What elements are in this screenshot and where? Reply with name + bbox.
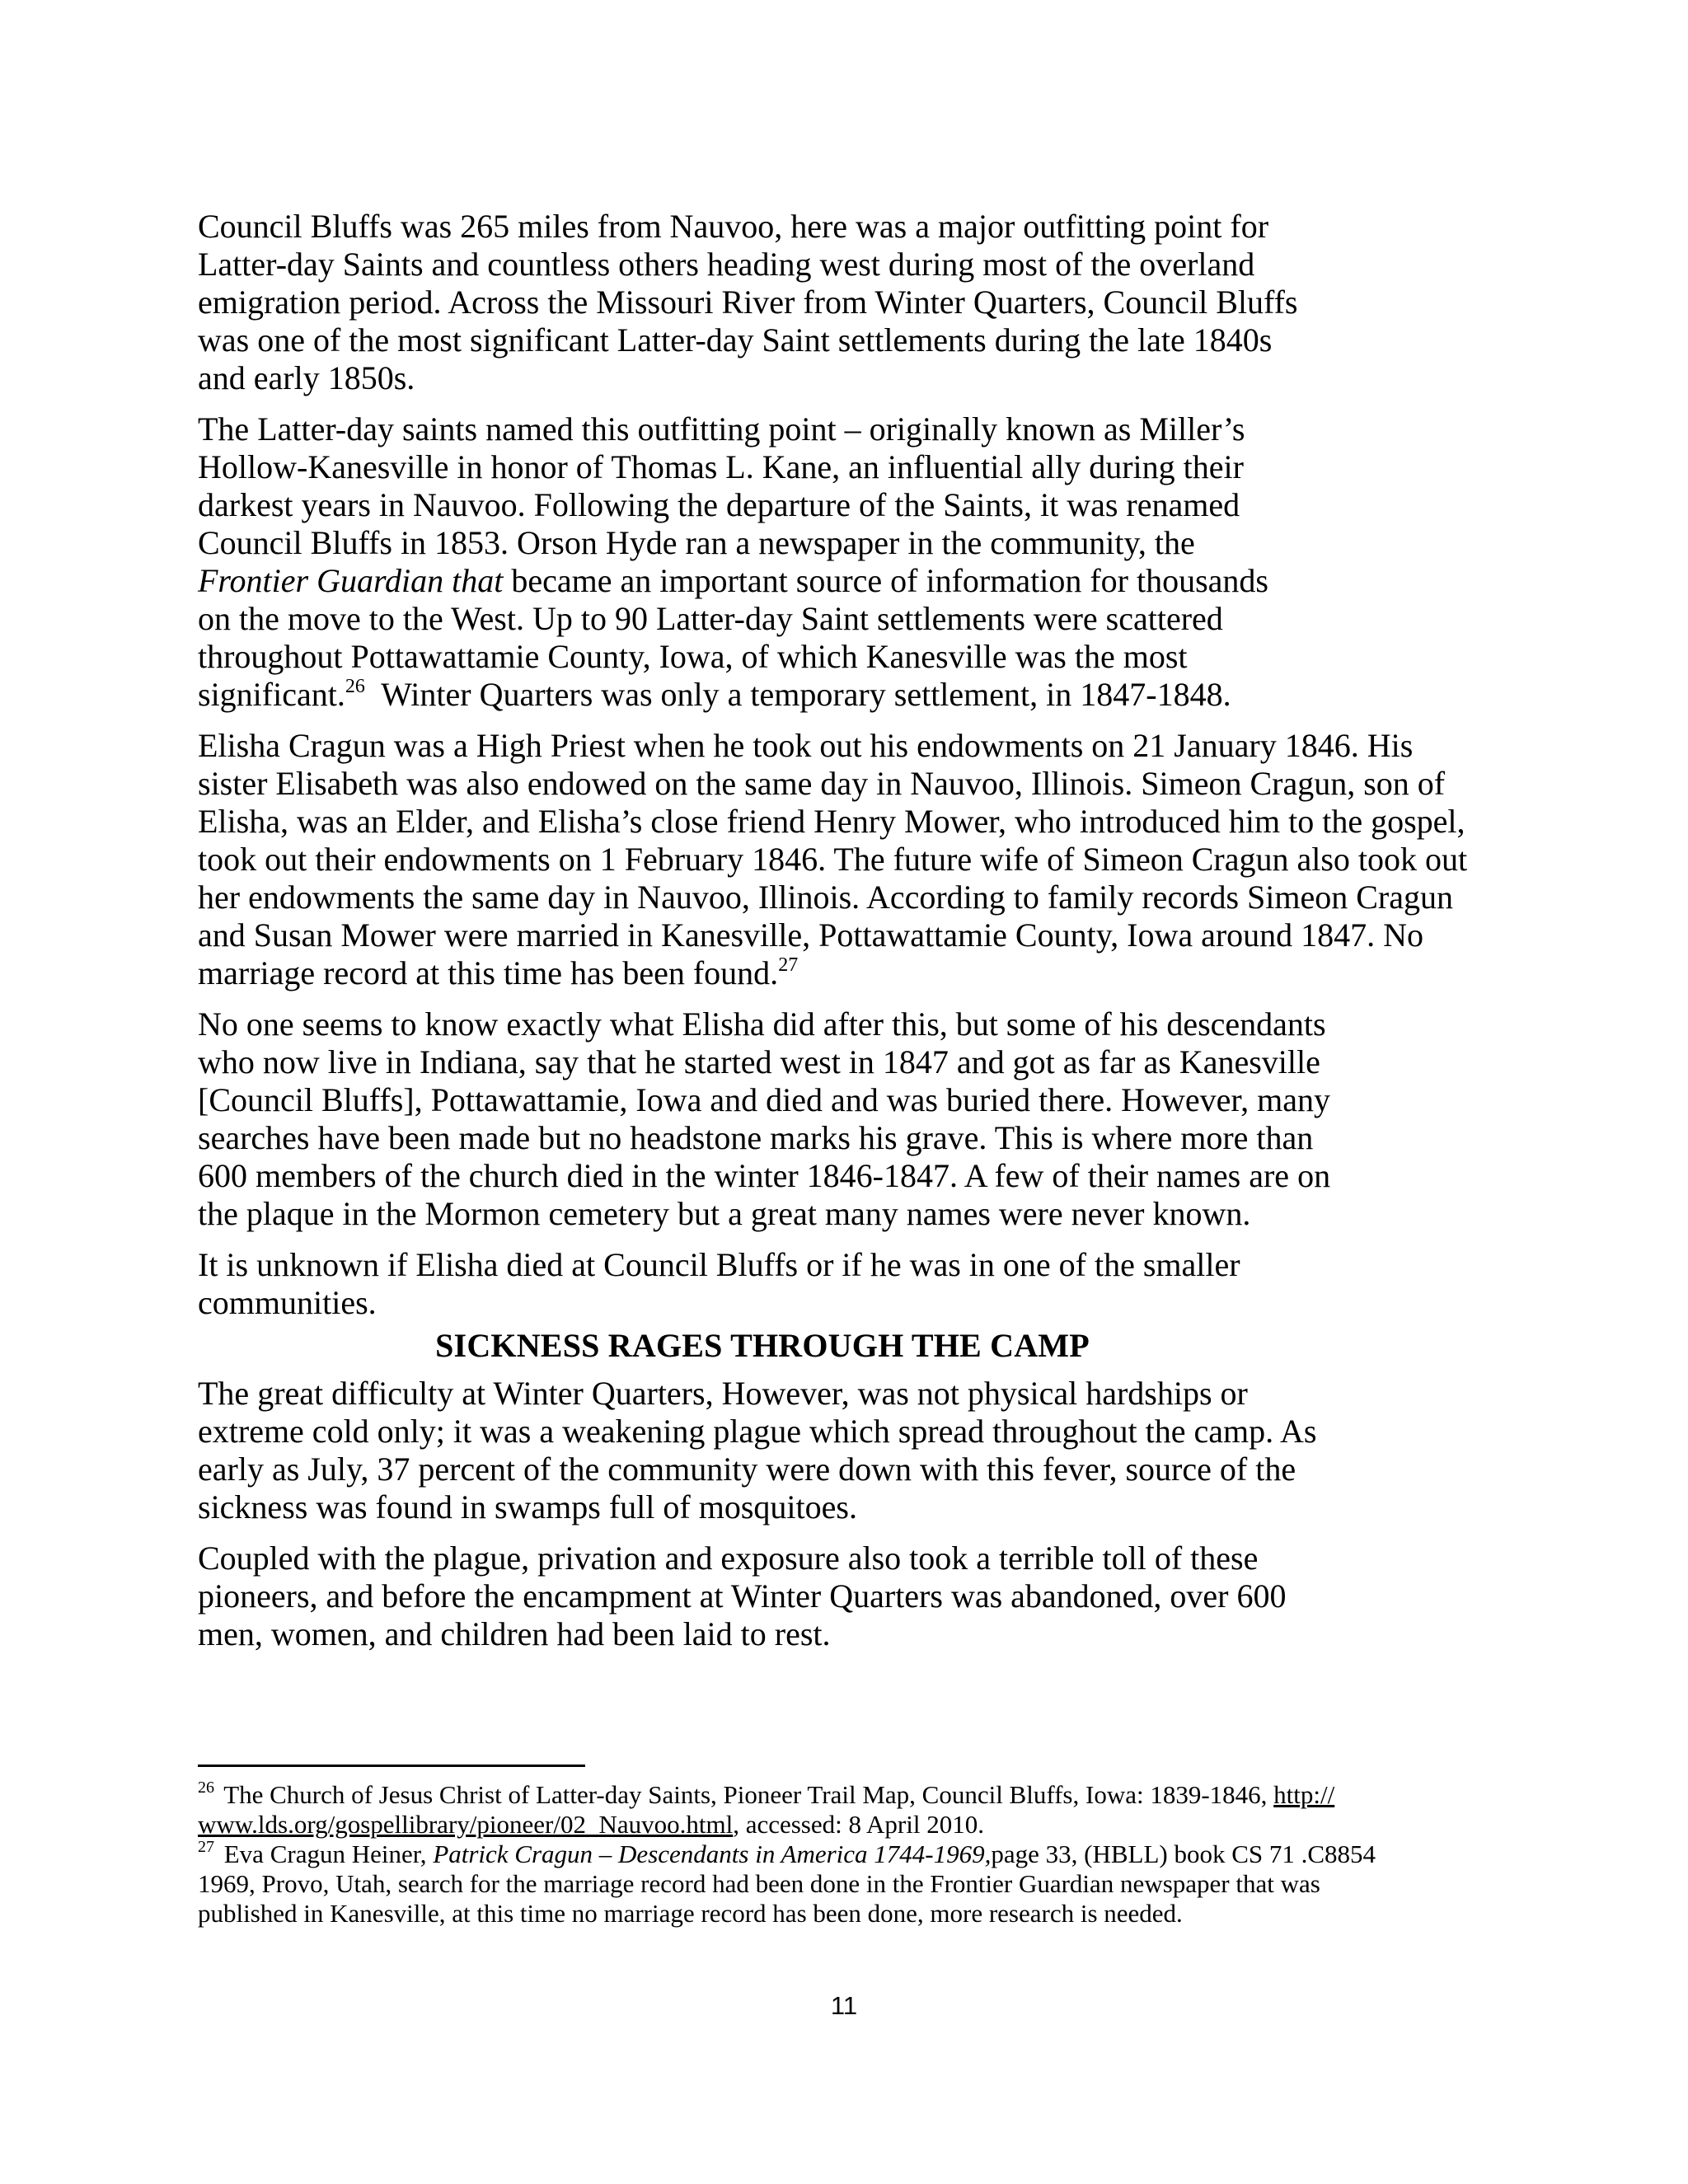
text-line: Coupled with the plague, privation and exposure also took a terrible toll of these [198,1540,1259,1577]
paragraph-privation [198,1540,1500,1653]
paragraph-kanesville [198,410,1500,714]
text-line: and Susan Mower were married in Kanesville, Pottawattamie County, Iowa around 1847. No [198,916,1424,954]
paragraph-endowments [198,727,1500,992]
text-line: No one seems to know exactly what Elisha did after this, but some of his descendants [198,1005,1326,1043]
footnotes [198,1780,1500,1929]
text-line: Elisha, was an Elder, and Elisha’s close friend Henry Mower, who introduced him to the gospel, [198,803,1465,840]
text-line: emigration period. Across the Missouri River from Winter Quarters, Council Bluffs [198,284,1298,321]
text-line: throughout Pottawattamie County, Iowa, of which Kanesville was the most [198,638,1188,675]
text-line: pioneers, and before the encampment at Winter Quarters was abandoned, over 600 [198,1577,1287,1615]
text-line: searches have been made but no headstone marks his grave. This is where more than [198,1119,1314,1156]
footnote-link[interactable]: http:// [1273,1780,1335,1809]
text-line: The Latter-day saints named this outfitting point – originally known as Miller’s [198,410,1245,448]
footnote-ref-27[interactable]: 27 [778,954,799,976]
text-segment: marriage record at this time has been found. [198,954,779,991]
section-heading: SICKNESS RAGES THROUGH THE CAMP [435,1327,1090,1364]
text-segment: Winter Quarters was only a temporary settlement, in 1847-1848. [364,676,1231,713]
footnote-link[interactable]: www.lds.org/gospellibrary/pioneer/02_Nauvoo.html [198,1810,734,1839]
text-segment: became an important source of information for thousands [503,562,1268,599]
newspaper-title: Frontier Guardian that [198,562,504,599]
footnote-text: Eva Cragun Heiner, [218,1840,434,1868]
paragraph-unknown-death [198,1246,1500,1322]
text-line: communities. [198,1284,377,1321]
footnote-27 [198,1837,1500,1929]
footnote-ref-26[interactable]: 26 [345,675,365,697]
paragraph-council-bluffs [198,208,1500,397]
footnote-26 [198,1780,1500,1840]
body-text [198,208,1500,1666]
text-line: The great difficulty at Winter Quarters, However, was not physical hardships or [198,1375,1248,1412]
text-line: her endowments the same day in Nauvoo, Illinois. According to family records Simeon Cragun [198,879,1454,916]
text-line: Council Bluffs was 265 miles from Nauvoo, here was a major outfitting point for [198,208,1269,245]
footnote-text: 1969, Provo, Utah, search for the marriage record had been done in the Frontier Guardian newspaper that was [198,1869,1320,1898]
text-line: early as July, 37 percent of the community were down with this fever, source of the [198,1451,1296,1488]
footnote-text: page 33, (HBLL) book CS 71 .C8854 [991,1840,1376,1868]
page-number: 11 [830,1991,858,2020]
footnote-text: published in Kanesville, at this time no marriage record has been done, more research is needed. [198,1899,1183,1928]
footnote-separator [198,1765,585,1767]
text-line: sister Elisabeth was also endowed on the same day in Nauvoo, Illinois. Simeon Cragun, son of [198,765,1446,802]
book-title: Patrick Cragun – Descendants in America 1744-1969, [433,1840,992,1868]
text-line: It is unknown if Elisha died at Council Bluffs or if he was in one of the smaller [198,1246,1240,1283]
text-line [198,676,1500,714]
text-line: took out their endowments on 1 February 1846. The future wife of Simeon Cragun also took out [198,841,1468,878]
footnote-text: , accessed: 8 April 2010. [733,1810,984,1839]
text-line: men, women, and children had been laid to rest. [198,1615,831,1652]
text-line: who now live in Indiana, say that he started west in 1847 and got as far as Kanesville [198,1043,1320,1080]
text-line: Council Bluffs in 1853. Orson Hyde ran a newspaper in the community, the [198,524,1195,561]
paragraph-plague [198,1375,1500,1526]
footnote-mark: 26 [198,1778,214,1797]
text-line: 600 members of the church died in the winter 1846-1847. A few of their names are on [198,1157,1331,1194]
text-line: Hollow-Kanesville in honor of Thomas L. Kane, an influential ally during their [198,448,1244,485]
text-line: was one of the most significant Latter-day Saint settlements during the late 1840s [198,321,1273,359]
text-line: on the move to the West. Up to 90 Latter-day Saint settlements were scattered [198,600,1223,637]
text-line: extreme cold only; it was a weakening plague which spread throughout the camp. As [198,1413,1317,1450]
text-line [198,562,1500,600]
footnote-mark: 27 [198,1837,214,1856]
text-line: sickness was found in swamps full of mosquitoes. [198,1488,857,1526]
text-line: and early 1850s. [198,359,415,396]
text-segment: significant. [198,676,345,713]
text-line: darkest years in Nauvoo. Following the departure of the Saints, it was renamed [198,486,1240,523]
text-line [198,954,1500,992]
footnote-text: The Church of Jesus Christ of Latter-day Saints, Pioneer Trail Map, Council Bluffs, Iowa: 1839-1846, [218,1780,1274,1809]
text-line: the plaque in the Mormon cemetery but a great many names were never known. [198,1195,1251,1232]
text-line: Elisha Cragun was a High Priest when he took out his endowments on 21 January 1846. His [198,727,1414,764]
text-line: Latter-day Saints and countless others heading west during most of the overland [198,246,1255,283]
text-line: [Council Bluffs], Pottawattamie, Iowa and died and was buried there. However, many [198,1081,1330,1118]
paragraph-elisha-west [198,1005,1500,1233]
